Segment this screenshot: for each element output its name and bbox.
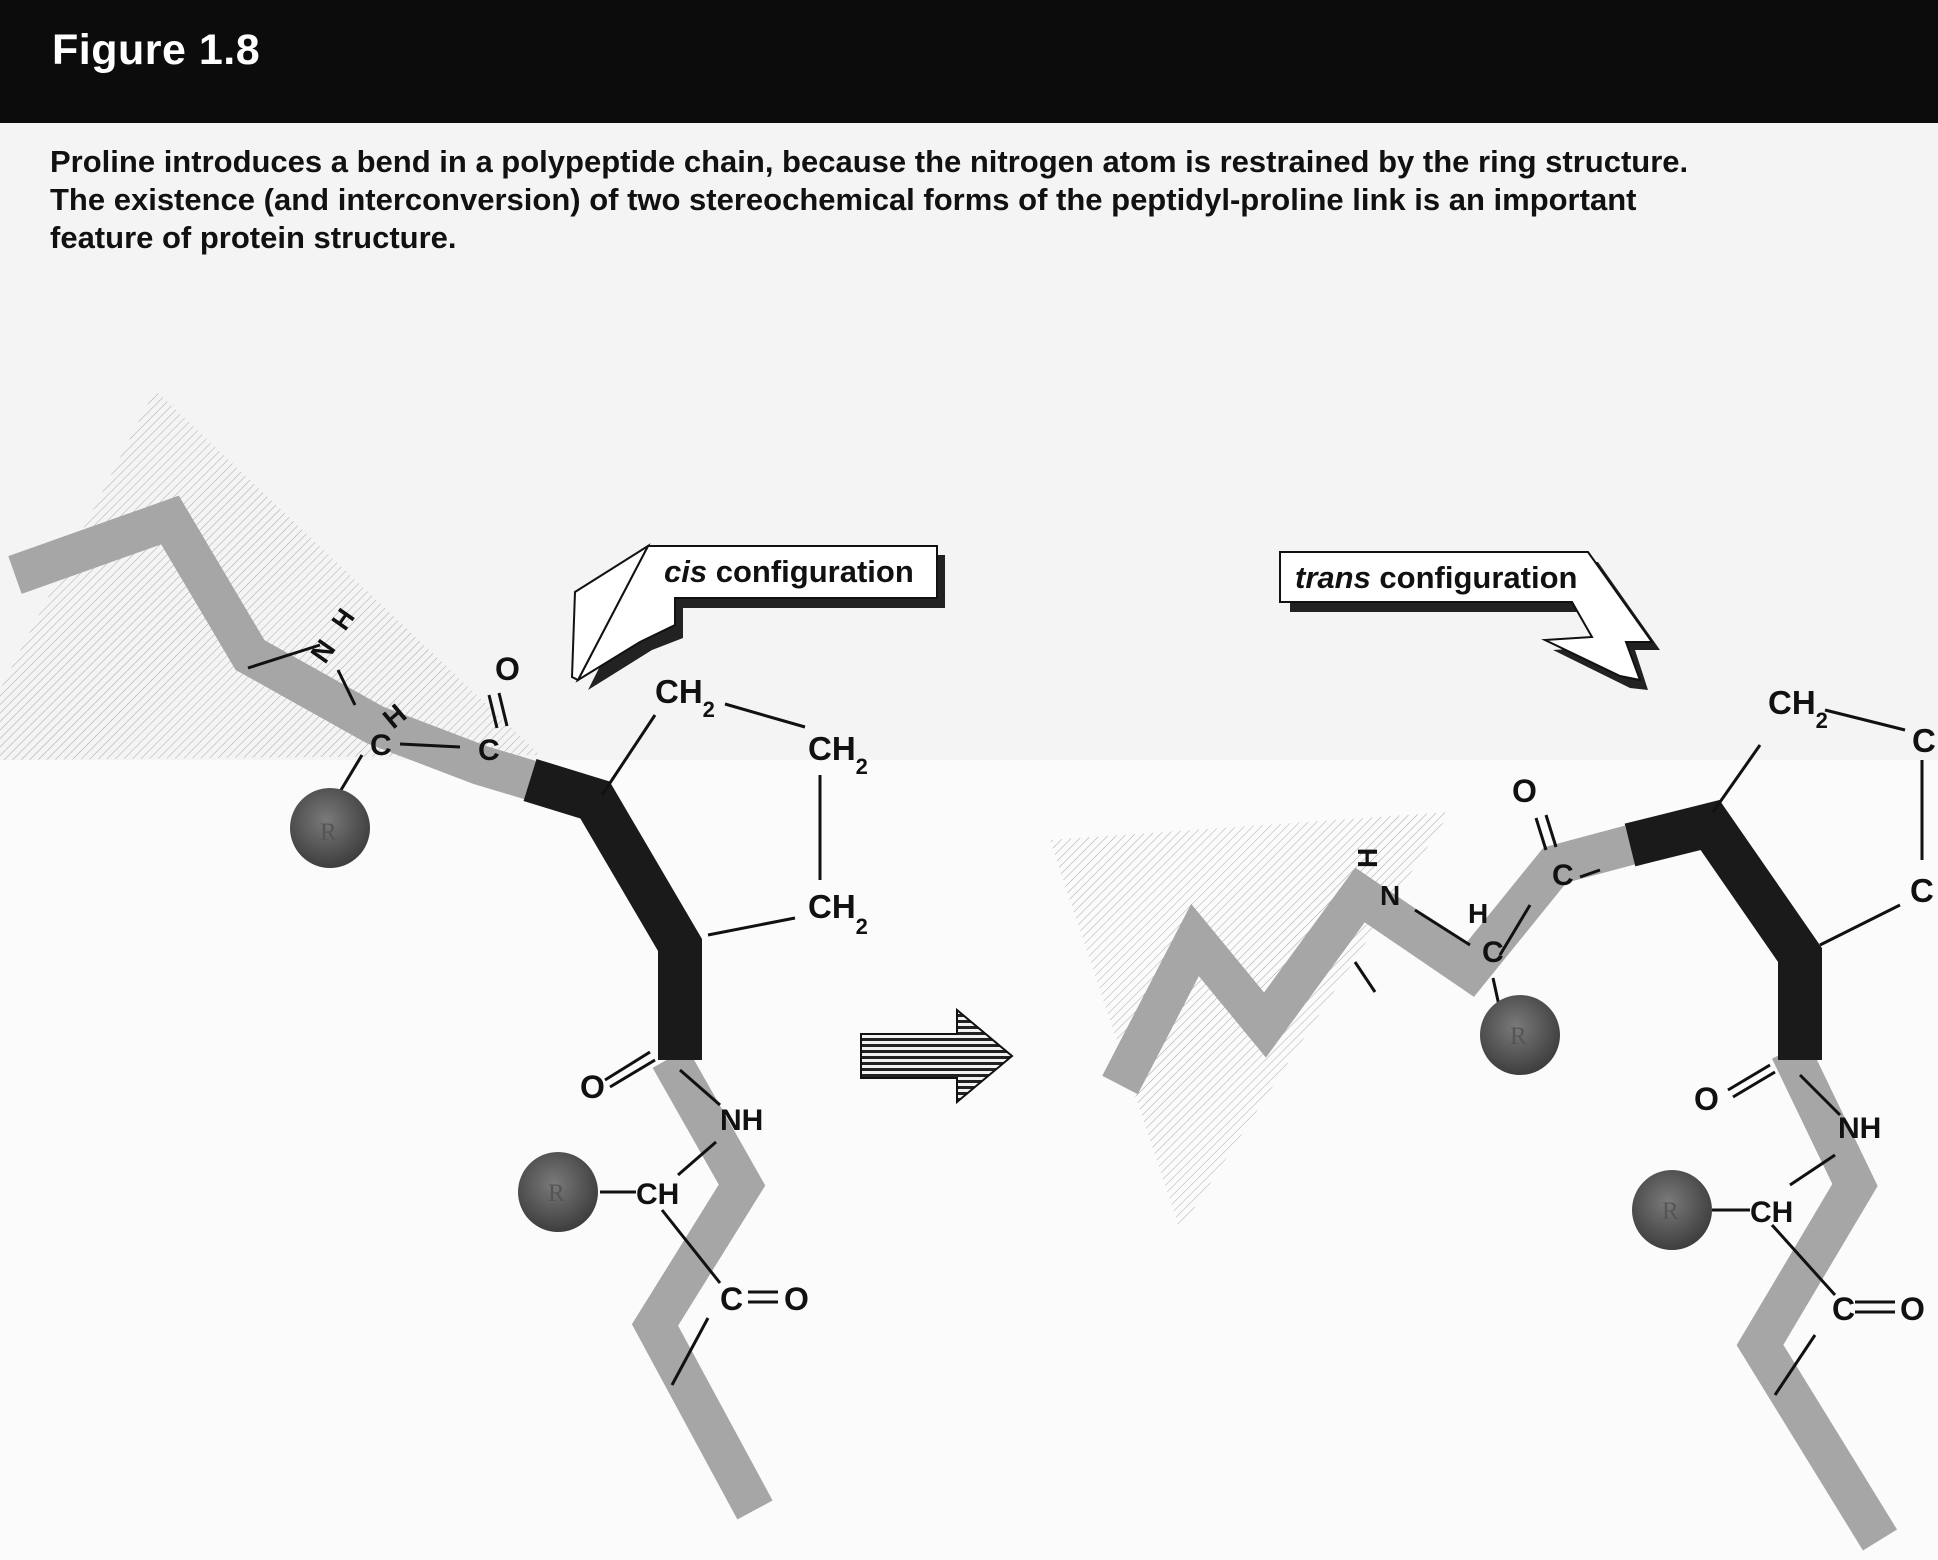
nh-label: NH (720, 1104, 764, 1137)
oxygen-label: O (580, 1069, 605, 1105)
hydrogen-label: H (1352, 847, 1383, 868)
carbonyl-carbon-label: C (478, 734, 500, 767)
ch2-label: $CH_2$ (1768, 684, 1828, 733)
caption-line: Proline introduces a bend in a polypeptide chain, because the nitrogen atom is restrained by the ring structure. (50, 144, 1689, 179)
cis-callout-label: cis configuration (664, 554, 914, 589)
oxygen-label: O (784, 1281, 809, 1317)
carbon-alpha-label: C (370, 729, 392, 762)
hatch-region (0, 390, 540, 760)
hydrogen-label: H (376, 697, 413, 735)
carbon-alpha-label: C (1482, 936, 1504, 969)
caption-line: feature of protein structure. (50, 220, 457, 255)
ch2-label: $CH_2$ (808, 730, 868, 779)
carbon-label: C (720, 1281, 744, 1317)
ch-label: CH (1750, 1196, 1794, 1229)
r-group-label: R (1510, 1023, 1527, 1050)
nitrogen-label: N (304, 634, 342, 669)
carbonyl-carbon-label: C (1552, 859, 1574, 892)
r-group-label: R (320, 819, 337, 846)
ch2-label-partial: C (1910, 872, 1934, 909)
ch-label: CH (636, 1178, 680, 1211)
ch2-label: $CH_2$ (655, 673, 715, 722)
r-group-label: R (1662, 1198, 1679, 1225)
oxygen-label: O (1694, 1081, 1719, 1117)
ch2-label-partial: C (1912, 722, 1936, 759)
nitrogen-label: N (1380, 880, 1401, 911)
hydrogen-label: H (325, 602, 361, 636)
oxygen-label: O (1512, 773, 1537, 809)
trans-callout-label: trans configuration (1295, 560, 1578, 595)
oxygen-label: O (495, 651, 520, 687)
caption-line: The existence (and interconversion) of two stereochemical forms of the peptidyl-proline link is an important (50, 182, 1637, 217)
ch2-label: $CH_2$ (808, 888, 868, 939)
background-lower (0, 760, 1938, 1560)
r-group-label: R (548, 1180, 565, 1207)
hydrogen-label: H (1468, 898, 1489, 929)
carbon-label: C (1832, 1291, 1856, 1327)
nh-label: NH (1838, 1112, 1882, 1145)
oxygen-label: O (1900, 1291, 1925, 1327)
figure-title: Figure 1.8 (52, 26, 261, 74)
